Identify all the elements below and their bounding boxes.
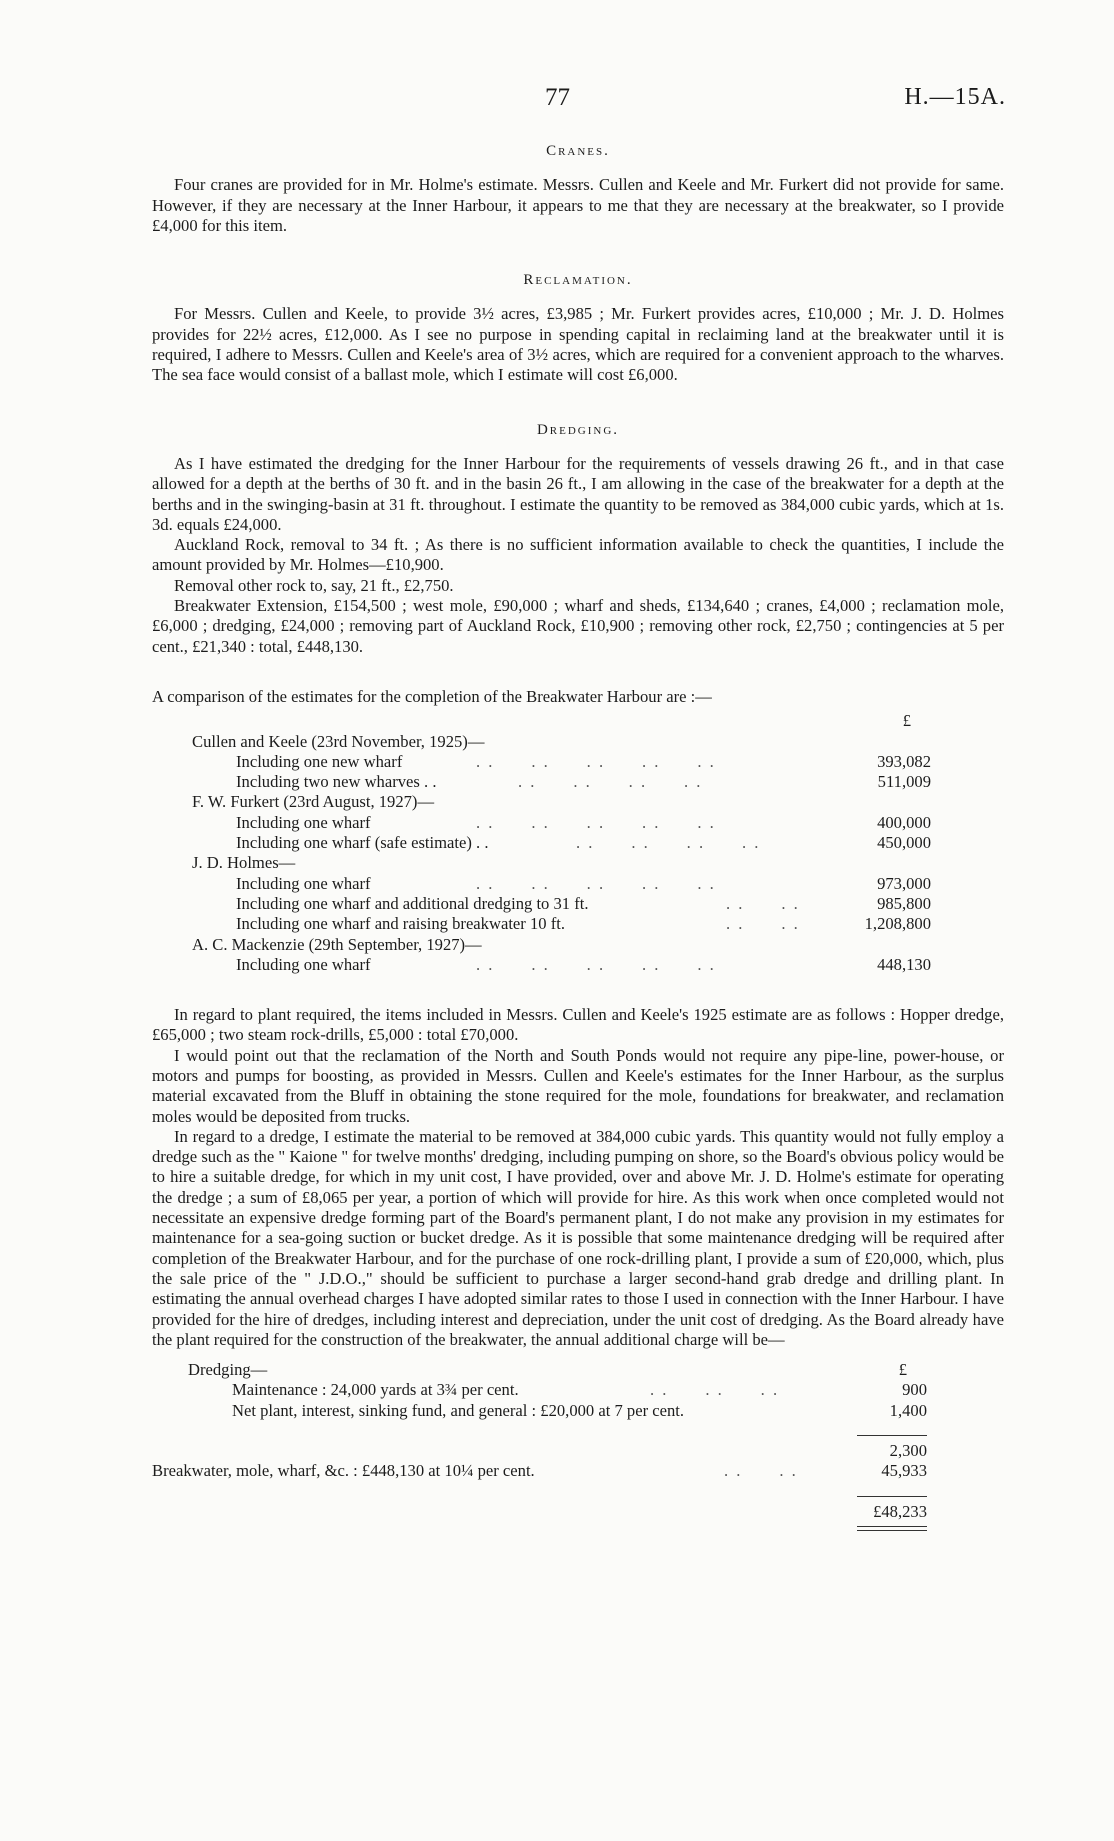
total-rule-row [152, 1482, 927, 1502]
document-body [152, 141, 1004, 1532]
comparison-amount: 973,000 [877, 873, 931, 893]
leader-dots: . . . . . . . . . . [476, 873, 716, 893]
comparison-label: J. D. Holmes— [192, 853, 296, 873]
comparison-label: F. W. Furkert (23rd August, 1927)— [192, 792, 435, 812]
comparison-label: Including one wharf and additional dredging to 31 ft. [236, 893, 589, 913]
comparison-table [156, 711, 931, 975]
charge-amount: 1,400 [889, 1400, 927, 1420]
comparison-row [156, 813, 931, 833]
comparison-row [156, 853, 931, 873]
comparison-label: Including two new wharves . . [236, 772, 437, 792]
charge-currency: £ [898, 1360, 907, 1380]
heading-reclamation: Reclamation. [523, 272, 633, 289]
paragraph-dredging-1: As I have estimated the dredging for the Inner Harbour for the requirements of vessels drawing 26 ft., and in that case allowed for a depth at the berths of 30 ft. and in the basin 26 ft., I am allowing in the case of the breakwater for a depth at the berths and in the swinging-basin at 31 ft. throughout. I estimate the quantity to be removed as 384,000 cubic yards, which at 1s. 3d. equals £24,000. [152, 453, 1004, 534]
page-header [0, 84, 1114, 114]
leader-dots: . . . . [726, 914, 800, 934]
comparison-amount: 985,800 [877, 893, 931, 913]
leader-dots: . . . . . . . . [518, 772, 703, 792]
comparison-currency: £ [902, 711, 911, 731]
charge-amount: 45,933 [881, 1461, 927, 1481]
comparison-label: A. C. Mackenzie (29th September, 1927)— [192, 934, 482, 954]
leader-dots: . . . . [726, 893, 800, 913]
annual-charge-table [152, 1360, 927, 1532]
final-double-rule [857, 1526, 927, 1531]
charge-amount: 900 [902, 1380, 927, 1400]
leader-dots: . . . . . . . . . . [476, 954, 716, 974]
comparison-row [156, 955, 931, 975]
paragraph-dredging-4: Breakwater Extension, £154,500 ; west mole, £90,000 ; wharf and sheds, £134,640 ; cranes, £4,000 ; reclamation mole, £6,000 ; dredging, £24,000 ; removing part of Auckland Rock, £10,900 ; removing other rock, £2,750 ; contingencies at 5 per cent., £21,340 : total, £448,130. [152, 596, 1004, 656]
comparison-row [156, 894, 931, 914]
comparison-label: Including one wharf [236, 873, 371, 893]
leader-dots: . . . . . . [650, 1380, 780, 1400]
comparison-amount: 511,009 [877, 772, 931, 792]
comparison-row [156, 752, 931, 772]
document-reference: H.—15A. [904, 84, 1006, 110]
charge-row [152, 1461, 927, 1481]
charge-row [152, 1401, 927, 1421]
charge-subtotal: 2,300 [889, 1441, 927, 1461]
comparison-amount: 400,000 [877, 812, 931, 832]
heading-dredging: Dredging. [536, 421, 620, 438]
comparison-row [156, 914, 931, 934]
leader-dots: . . . . . . . . [576, 833, 761, 853]
final-rule-row [152, 1522, 927, 1532]
comparison-row [156, 792, 931, 812]
charge-group-row [188, 1360, 927, 1380]
leader-dots: . . . . [724, 1461, 798, 1481]
paragraph-reclamation: For Messrs. Cullen and Keele, to provide 3½ acres, £3,985 ; Mr. Furkert provides acres, £10,000 ; Mr. J. D. Holmes provides for 22½ acres, £12,000. As I see no purpose in spending capital in reclaiming land at the breakwater until it is required, I adhere to Messrs. Cullen and Keele's area of 3½ acres, which are required for a convenient approach to the wharves. The sea face would consist of a ballast mole, which I estimate will cost £6,000. [152, 304, 1004, 385]
comparison-amount: 393,082 [877, 751, 931, 771]
charge-total: £48,233 [873, 1501, 927, 1521]
comparison-label: Including one wharf and raising breakwater 10 ft. [236, 914, 565, 934]
paragraph-plant-1: In regard to plant required, the items included in Messrs. Cullen and Keele's 1925 estimate are as follows : Hopper dredge, £65,000 ; two steam rock-drills, £5,000 : total £70,000. [152, 1005, 1004, 1045]
comparison-intro: A comparison of the estimates for the completion of the Breakwater Harbour are :— [152, 686, 712, 706]
paragraph-plant-2: I would point out that the reclamation of the North and South Ponds would not require any pipe-line, power-house, or motors and pumps for boosting, as provided in Messrs. Cullen and Keele's estimates for the Inner Harbour, as the surplus material excavated from the Bluff in obtaining the stone required for the mole, foundations for breakwater, and reclamation moles would be deposited from trucks. [152, 1045, 1004, 1126]
comparison-amount: 450,000 [877, 833, 931, 853]
comparison-label: Including one wharf (safe estimate) . . [236, 833, 489, 853]
paragraph-dredging-2: Auckland Rock, removal to 34 ft. ; As there is no sufficient information available to check the quantities, I include the amount provided by Mr. Holmes—£10,900. [152, 535, 1004, 575]
total-rule [857, 1496, 927, 1497]
comparison-row [156, 874, 931, 894]
paragraph-cranes: Four cranes are provided for in Mr. Holme's estimate. Messrs. Cullen and Keele and Mr. Furkert did not provide for same. However, if they are necessary at the Inner Harbour, it appears to me that they are necessary at the breakwater, so I provide £4,000 for this item. [152, 175, 1004, 235]
subtotal-rule [857, 1435, 927, 1436]
charge-label: Net plant, interest, sinking fund, and general : £20,000 at 7 per cent. [232, 1400, 685, 1420]
charge-label: Maintenance : 24,000 yards at 3¾ per cent. [232, 1380, 519, 1400]
page-number: 77 [545, 84, 570, 111]
comparison-amount: 448,130 [877, 954, 931, 974]
charge-label: Breakwater, mole, wharf, &c. : £448,130 at 10¼ per cent. [152, 1461, 535, 1481]
charge-row [152, 1380, 927, 1400]
charge-subtotal-row [152, 1441, 927, 1461]
leader-dots: . . . . . . . . . . [476, 812, 716, 832]
comparison-row [156, 732, 931, 752]
comparison-amount: 1,208,800 [864, 914, 931, 934]
comparison-label: Including one wharf [236, 812, 371, 832]
charge-group-label: Dredging— [188, 1360, 268, 1380]
comparison-label: Including one new wharf [236, 751, 403, 771]
heading-cranes: Cranes. [546, 143, 610, 159]
comparison-label: Cullen and Keele (23rd November, 1925)— [192, 731, 485, 751]
comparison-label: Including one wharf [236, 954, 371, 974]
leader-dots: . . . . . . . . . . [476, 751, 716, 771]
charge-total-row [152, 1502, 927, 1522]
paragraph-dredging-3: Removal other rock to, say, 21 ft., £2,750. [174, 575, 454, 595]
comparison-currency-row [156, 711, 931, 731]
paragraph-plant-3: In regard to a dredge, I estimate the material to be removed at 384,000 cubic yards. This quantity would not fully employ a dredge such as the " Kaione " for twelve months' dredging, including pumping on shore, so the Board's obvious policy would be to hire a suitable dredge, for which in my unit cost, I have provided, over and above Mr. J. D. Holme's estimate for operating the dredge ; a sum of £8,065 per year, a portion of which will provide for hire. As this work when once completed would not necessitate an expensive dredge forming part of the Board's permanent plant, I do not make any provision in my estimates for maintenance for a sea-going suction or bucket dredge. As it is possible that some maintenance dredging will be required after completion of the Breakwater Harbour, and for the purchase of one rock-drilling plant, I provide a sum of £20,000, which, plus the sale price of the " J.D.O.," should be sufficient to purchase a larger second-hand grab dredge and drilling plant. In estimating the annual overhead charges I have adopted similar rates to those I used in connection with the Inner Harbour. I have provided for the hire of dredges, including interest and depreciation, under the unit cost of dredging. As the Board already have the plant required for the construction of the breakwater, the annual additional charge will be— [152, 1126, 1004, 1349]
comparison-row [156, 935, 931, 955]
comparison-row [156, 833, 931, 853]
comparison-row [156, 772, 931, 792]
subtotal-rule-row [152, 1421, 927, 1441]
